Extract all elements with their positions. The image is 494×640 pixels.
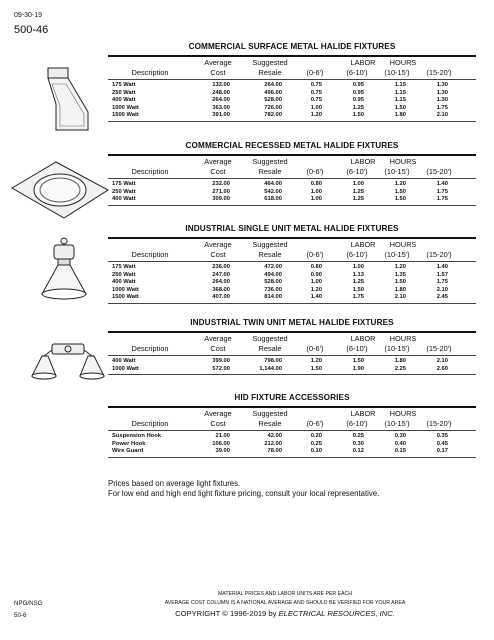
col-cost: Cost (210, 344, 226, 353)
col-range-1: (0-6') (306, 250, 324, 259)
col-suggested: Suggested (252, 157, 288, 166)
table-row (108, 358, 476, 366)
col-range-4: (15-20') (426, 167, 452, 176)
col-resale: Resale (258, 68, 282, 77)
table-row (108, 287, 476, 295)
col-average: Average (204, 334, 232, 343)
row-average-cost: 363.00 (212, 104, 230, 111)
row-labor-10-15: 0.40 (394, 440, 406, 447)
row-labor-0-6: 1.20 (310, 358, 322, 364)
row-labor-6-10: 0.30 (352, 440, 364, 447)
row-labor-0-6: 0.80 (310, 264, 322, 270)
row-average-cost: 132.00 (212, 82, 230, 88)
section-title: COMMERCIAL SURFACE METAL HALIDE FIXTURES (188, 42, 396, 51)
col-hours: HOURS (389, 334, 417, 343)
row-labor-0-6: 1.00 (310, 104, 322, 111)
row-labor-6-10: 1.25 (352, 196, 364, 203)
row-description: 175 Watt (112, 264, 136, 270)
col-range-4: (15-20') (426, 250, 452, 259)
row-description: 1000 Watt (112, 365, 139, 372)
col-range-4: (15-20') (426, 68, 452, 77)
row-description: Suspension Hook (112, 433, 161, 439)
col-range-2: (6-10') (346, 250, 368, 259)
surface-fixture-illustration (42, 64, 98, 144)
row-average-cost: 391.00 (212, 112, 230, 119)
col-hours: HOURS (389, 58, 417, 67)
col-average: Average (204, 409, 232, 418)
col-range-2: (6-10') (346, 419, 368, 428)
col-range-1: (0-6') (306, 419, 324, 428)
row-labor-15-20: 1.40 (436, 264, 448, 270)
row-resale: 798.00 (264, 358, 282, 364)
col-range-2: (6-10') (346, 167, 368, 176)
table-row (108, 97, 476, 105)
row-labor-10-15: 1.50 (394, 279, 406, 286)
col-hours: HOURS (389, 409, 417, 418)
col-cost: Cost (210, 167, 226, 176)
table-row (108, 272, 476, 280)
row-average-cost: 39.00 (215, 448, 230, 455)
row-labor-6-10: 0.95 (352, 89, 364, 96)
rule-head (108, 261, 476, 262)
row-resale: 464.00 (264, 181, 282, 187)
row-labor-10-15: 1.80 (394, 112, 406, 119)
row-labor-6-10: 1.50 (352, 286, 364, 293)
row-resale: 726.00 (264, 104, 282, 111)
row-labor-10-15: 1.20 (394, 181, 406, 187)
row-labor-6-10: 1.50 (352, 112, 364, 119)
row-average-cost: 236.00 (212, 264, 230, 270)
row-labor-0-6: 1.20 (310, 112, 322, 119)
table-row (108, 196, 476, 204)
row-resale: 528.00 (264, 279, 282, 286)
row-labor-6-10: 1.50 (352, 358, 364, 364)
row-labor-15-20: 1.30 (436, 97, 448, 104)
row-labor-0-6: 1.00 (310, 196, 322, 203)
row-labor-10-15: 2.25 (394, 365, 406, 372)
rule-top (108, 55, 476, 57)
col-range-1: (0-6') (306, 68, 324, 77)
row-labor-6-10: 0.25 (352, 433, 364, 439)
col-range-3: (10-15') (384, 419, 410, 428)
col-hours: HOURS (389, 240, 417, 249)
row-average-cost: 572.00 (212, 365, 230, 372)
row-average-cost: 271.00 (212, 188, 230, 195)
rule-bottom (108, 374, 476, 375)
col-hours: HOURS (389, 157, 417, 166)
rule-head (108, 430, 476, 431)
row-labor-10-15: 2.10 (394, 294, 406, 301)
col-description: Description (131, 344, 169, 353)
row-labor-10-15: 1.15 (394, 89, 406, 96)
row-resale: 212.00 (264, 440, 282, 447)
section-title: INDUSTRIAL TWIN UNIT METAL HALIDE FIXTURES (190, 318, 394, 327)
row-labor-6-10: 1.75 (352, 294, 364, 301)
col-labor: LABOR (350, 240, 376, 249)
row-description: 250 Watt (112, 271, 136, 278)
row-labor-10-15: 1.50 (394, 196, 406, 203)
col-resale: Resale (258, 250, 282, 259)
table-row (108, 441, 476, 449)
row-description: 1500 Watt (112, 112, 139, 119)
row-resale: 494.00 (264, 271, 282, 278)
section-title: COMMERCIAL RECESSED METAL HALIDE FIXTURES (185, 141, 399, 150)
row-labor-15-20: 2.10 (436, 286, 448, 293)
row-labor-6-10: 0.95 (352, 97, 364, 104)
col-range-4: (15-20') (426, 344, 452, 353)
row-labor-0-6: 1.00 (310, 279, 322, 286)
col-resale: Resale (258, 167, 282, 176)
page-date: 09-30-19 (14, 12, 43, 19)
row-average-cost: 264.00 (212, 97, 230, 104)
row-labor-0-6: 0.20 (310, 433, 322, 439)
col-resale: Resale (258, 419, 282, 428)
footer-page: 50-6 (14, 612, 27, 619)
rule-bottom (108, 205, 476, 206)
col-suggested: Suggested (252, 58, 288, 67)
row-labor-10-15: 0.15 (394, 448, 406, 455)
row-labor-6-10: 1.25 (352, 104, 364, 111)
row-labor-0-6: 0.75 (310, 89, 322, 96)
row-labor-6-10: 1.00 (352, 181, 364, 187)
table-row (108, 433, 476, 441)
row-description: 250 Watt (112, 188, 136, 195)
table-row (108, 90, 476, 98)
row-average-cost: 407.00 (212, 294, 230, 301)
copyright-text: COPYRIGHT © 1996-2019 by (175, 609, 277, 618)
row-labor-15-20: 0.45 (436, 440, 448, 447)
rule-head (108, 355, 476, 356)
row-description: Power Hook (112, 440, 146, 447)
row-resale: 542.00 (264, 188, 282, 195)
col-cost: Cost (210, 250, 226, 259)
col-description: Description (131, 419, 169, 428)
row-labor-0-6: 0.25 (310, 440, 322, 447)
table-row (108, 112, 476, 120)
row-labor-15-20: 1.75 (436, 104, 448, 111)
row-resale: 496.00 (264, 89, 282, 96)
row-description: 175 Watt (112, 181, 136, 187)
row-average-cost: 399.00 (212, 358, 230, 364)
col-suggested: Suggested (252, 334, 288, 343)
row-labor-15-20: 1.75 (436, 279, 448, 286)
table-row (108, 181, 476, 189)
copyright (120, 609, 450, 618)
row-average-cost: 309.00 (212, 196, 230, 203)
col-average: Average (204, 58, 232, 67)
row-labor-0-6: 0.80 (310, 181, 322, 187)
rule-top (108, 406, 476, 408)
rule-top (108, 154, 476, 156)
footer-line-2: AVERAGE COST COLUMN IS A NATIONAL AVERAGE AND SHOULD BE VERIFIED FOR YOUR AREA (164, 600, 406, 606)
row-average-cost: 368.00 (212, 286, 230, 293)
row-labor-0-6: 0.90 (310, 271, 322, 278)
row-labor-6-10: 1.90 (352, 365, 364, 372)
row-resale: 1,144.00 (259, 365, 282, 372)
row-labor-15-20: 1.30 (436, 82, 448, 88)
row-labor-6-10: 1.25 (352, 188, 364, 195)
row-labor-6-10: 1.13 (352, 271, 364, 278)
table-row (108, 189, 476, 197)
col-labor: LABOR (350, 409, 376, 418)
row-labor-15-20: 0.17 (436, 448, 448, 455)
row-resale: 618.00 (264, 196, 282, 203)
section-title: INDUSTRIAL SINGLE UNIT METAL HALIDE FIXTURES (185, 224, 399, 233)
footer-code: NPG/NSG (14, 600, 43, 607)
note-line-2: For low end and high end light fixture pricing, consult your local representative. (108, 489, 380, 498)
row-labor-10-15: 1.80 (394, 286, 406, 293)
row-labor-15-20: 1.75 (436, 188, 448, 195)
rule-bottom (108, 457, 476, 458)
rule-bottom (108, 121, 476, 122)
row-labor-15-20: 1.75 (436, 196, 448, 203)
table-row (108, 105, 476, 113)
row-labor-0-6: 1.00 (310, 188, 322, 195)
col-range-1: (0-6') (306, 167, 324, 176)
row-labor-0-6: 0.75 (310, 82, 322, 88)
row-description: 250 Watt (112, 89, 136, 96)
col-range-3: (10-15') (384, 250, 410, 259)
rule-head (108, 178, 476, 179)
row-labor-10-15: 1.80 (394, 358, 406, 364)
row-labor-0-6: 1.40 (310, 294, 322, 301)
row-description: 400 Watt (112, 358, 136, 364)
col-suggested: Suggested (252, 409, 288, 418)
rule-top (108, 331, 476, 333)
row-labor-0-6: 0.10 (310, 448, 322, 455)
row-description: 400 Watt (112, 196, 136, 203)
single-unit-fixture-illustration (36, 236, 92, 310)
row-resale: 736.00 (264, 286, 282, 293)
col-range-2: (6-10') (346, 68, 368, 77)
row-resale: 782.00 (264, 112, 282, 119)
row-labor-0-6: 1.20 (310, 286, 322, 293)
row-labor-6-10: 1.25 (352, 279, 364, 286)
row-labor-0-6: 1.50 (310, 365, 322, 372)
col-description: Description (131, 167, 169, 176)
row-average-cost: 106.00 (212, 440, 230, 447)
col-labor: LABOR (350, 334, 376, 343)
row-average-cost: 247.00 (212, 271, 230, 278)
row-labor-0-6: 0.75 (310, 97, 322, 104)
footer-line-1: MATERIAL PRICES AND LABOR UNITS ARE PER EACH (217, 591, 353, 597)
row-labor-6-10: 0.12 (352, 448, 364, 455)
table-row (108, 294, 476, 302)
section-title: HID FIXTURE ACCESSORIES (234, 393, 350, 402)
row-description: Wire Guard (112, 448, 144, 455)
col-range-3: (10-15') (384, 167, 410, 176)
row-description: 400 Watt (112, 97, 136, 104)
col-range-2: (6-10') (346, 344, 368, 353)
table-row (108, 448, 476, 456)
table-row (108, 264, 476, 272)
page-code: 500-46 (14, 24, 49, 36)
row-labor-10-15: 1.20 (394, 264, 406, 270)
row-labor-15-20: 1.40 (436, 181, 448, 187)
col-average: Average (204, 157, 232, 166)
row-description: 1000 Watt (112, 286, 139, 293)
col-cost: Cost (210, 419, 226, 428)
row-labor-10-15: 1.50 (394, 188, 406, 195)
col-labor: LABOR (350, 58, 376, 67)
company-name: ELECTRICAL RESOURCES, INC. (278, 609, 395, 618)
twin-unit-fixture-illustration (28, 338, 108, 388)
row-labor-15-20: 1.30 (436, 89, 448, 96)
table-row (108, 82, 476, 90)
row-average-cost: 232.00 (212, 181, 230, 187)
row-labor-10-15: 0.30 (394, 433, 406, 439)
col-average: Average (204, 240, 232, 249)
row-resale: 472.00 (264, 264, 282, 270)
col-range-4: (15-20') (426, 419, 452, 428)
row-labor-15-20: 2.45 (436, 294, 448, 301)
rule-bottom (108, 303, 476, 304)
recessed-fixture-illustration (8, 156, 112, 226)
row-description: 1500 Watt (112, 294, 139, 301)
row-average-cost: 248.00 (212, 89, 230, 96)
row-description: 175 Watt (112, 82, 136, 88)
row-resale: 42.00 (267, 433, 282, 439)
col-resale: Resale (258, 344, 282, 353)
rule-top (108, 237, 476, 239)
table-row (108, 366, 476, 374)
row-resale: 78.00 (267, 448, 282, 455)
row-resale: 528.00 (264, 97, 282, 104)
rule-head (108, 79, 476, 80)
row-labor-15-20: 1.57 (436, 271, 448, 278)
row-resale: 814.00 (264, 294, 282, 301)
row-average-cost: 21.00 (215, 433, 230, 439)
row-labor-10-15: 1.35 (394, 271, 406, 278)
row-labor-15-20: 2.60 (436, 365, 448, 372)
note-line-1: Prices based on average light fixtures. (108, 479, 241, 488)
row-description: 1000 Watt (112, 104, 139, 111)
row-resale: 264.00 (264, 82, 282, 88)
col-description: Description (131, 250, 169, 259)
row-labor-15-20: 0.35 (436, 433, 448, 439)
row-labor-15-20: 2.10 (436, 112, 448, 119)
notes (108, 479, 379, 499)
col-range-3: (10-15') (384, 344, 410, 353)
col-labor: LABOR (350, 157, 376, 166)
row-labor-6-10: 0.95 (352, 82, 364, 88)
row-description: 400 Watt (112, 279, 136, 286)
col-description: Description (131, 68, 169, 77)
col-cost: Cost (210, 68, 226, 77)
row-average-cost: 264.00 (212, 279, 230, 286)
table-row (108, 279, 476, 287)
row-labor-6-10: 1.00 (352, 264, 364, 270)
row-labor-10-15: 1.15 (394, 97, 406, 104)
col-range-3: (10-15') (384, 68, 410, 77)
row-labor-10-15: 1.15 (394, 82, 406, 88)
col-suggested: Suggested (252, 240, 288, 249)
row-labor-15-20: 2.10 (436, 358, 448, 364)
row-labor-10-15: 1.50 (394, 104, 406, 111)
col-range-1: (0-6') (306, 344, 324, 353)
